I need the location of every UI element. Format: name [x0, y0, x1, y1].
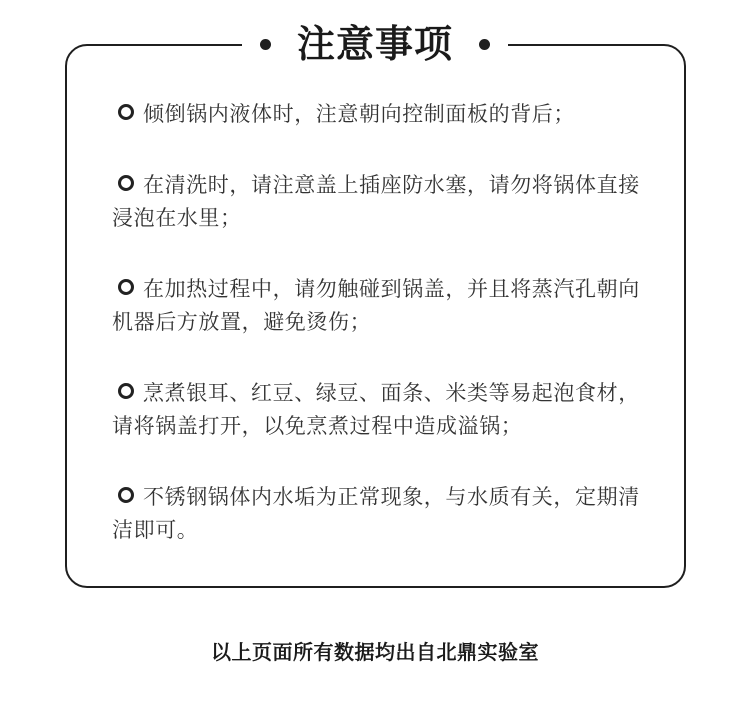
ring-bullet-icon [118, 487, 134, 503]
item-text: 在清洗时，请注意盖上插座防水塞，请勿将锅体直接浸泡在水里； [112, 173, 640, 230]
list-item [112, 377, 660, 443]
list-item [112, 98, 660, 131]
ring-bullet-icon [118, 279, 134, 295]
footer-note: 以上页面所有数据均出自北鼎实验室 [211, 640, 539, 664]
list-item [112, 273, 660, 339]
title-row [0, 20, 750, 68]
ring-bullet-icon [118, 104, 134, 120]
ring-bullet-icon [118, 383, 134, 399]
page-title: 注意事项 [296, 22, 453, 66]
left-dot-icon [260, 39, 271, 50]
item-text: 倾倒锅内液体时，注意朝向控制面板的背后； [143, 102, 575, 126]
notice-list [112, 98, 660, 547]
item-text: 不锈钢锅体内水垢为正常现象，与水质有关，定期清洁即可。 [112, 485, 640, 542]
item-text: 烹煮银耳、红豆、绿豆、面条、米类等易起泡食材，请将锅盖打开，以免烹煮过程中造成溢锅； [112, 381, 640, 438]
ring-bullet-icon [118, 175, 134, 191]
right-dot-icon [479, 39, 490, 50]
title-mask [242, 20, 508, 68]
item-text: 在加热过程中，请勿触碰到锅盖，并且将蒸汽孔朝向机器后方放置，避免烫伤； [112, 277, 640, 334]
list-item [112, 169, 660, 235]
list-item [112, 481, 660, 547]
